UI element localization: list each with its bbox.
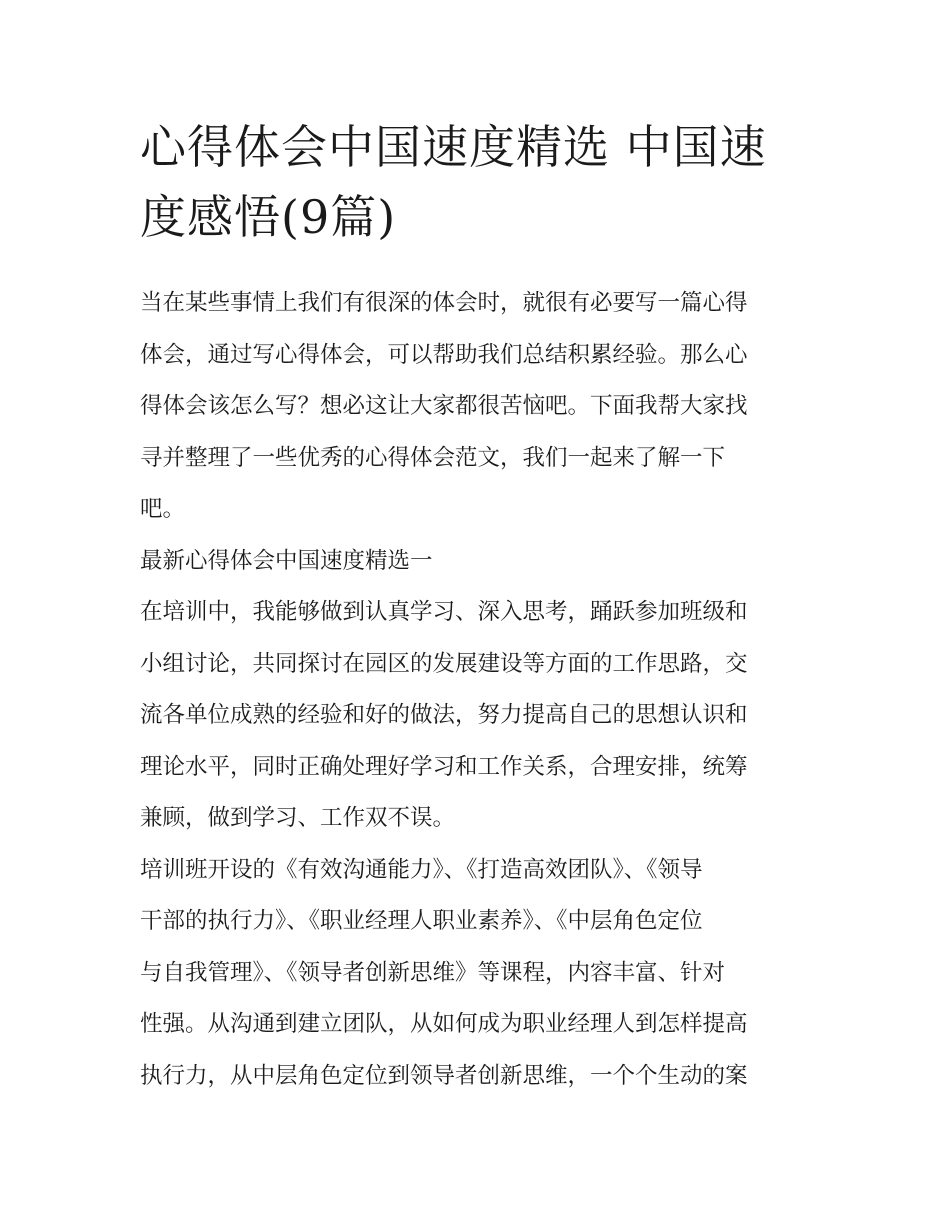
- body-paragraph-1: [140, 587, 830, 845]
- title-line: 心得体会中国速度精选 中国速: [140, 120, 767, 174]
- text-line: 当在某些事情上我们有很深的体会时，就很有必要写一篇心得: [140, 290, 748, 316]
- intro-paragraph: [140, 278, 830, 536]
- text-line: 流各单位成熟的经验和好的做法，努力提高自己的思想认识和: [140, 702, 748, 728]
- text-line: 干部的执行力》、《职业经理人职业素养》、《中层角色定位: [140, 908, 703, 934]
- text-line: 理论水平，同时正确处理好学习和工作关系，合理安排，统筹: [140, 753, 748, 780]
- text-line: 培训班开设的《有效沟通能力》、《打造高效团队》、《领导: [140, 856, 703, 883]
- section-heading: [140, 536, 830, 588]
- title-line: 度感悟(9篇): [140, 190, 397, 244]
- document-title: [140, 112, 820, 252]
- body-paragraph-2: [140, 845, 830, 1103]
- text-line: 得体会该怎么写？想必这让大家都很苦恼吧。下面我帮大家找: [140, 393, 748, 419]
- text-line: 执行力，从中层角色定位到领导者创新思维，一个个生动的案: [140, 1062, 748, 1089]
- text-line: 吧。: [140, 496, 186, 522]
- section-heading-text: 最新心得体会中国速度精选一: [140, 547, 433, 574]
- text-line: 性强。从沟通到建立团队，从如何成为职业经理人到怎样提高: [140, 1011, 748, 1037]
- document-body: [140, 278, 830, 1102]
- text-line: 在培训中，我能够做到认真学习、深入思考，踊跃参加班级和: [140, 599, 748, 625]
- text-line: 小组讨论，共同探讨在园区的发展建设等方面的工作思路，交: [140, 650, 748, 677]
- text-line: 与自我管理》、《领导者创新思维》等课程，内容丰富、针对: [140, 959, 726, 986]
- text-line: 兼顾，做到学习、工作双不误。: [140, 805, 456, 831]
- text-line: 体会，通过写心得体会，可以帮助我们总结积累经验。那么心: [140, 341, 748, 368]
- text-line: 寻并整理了一些优秀的心得体会范文，我们一起来了解一下: [140, 444, 726, 471]
